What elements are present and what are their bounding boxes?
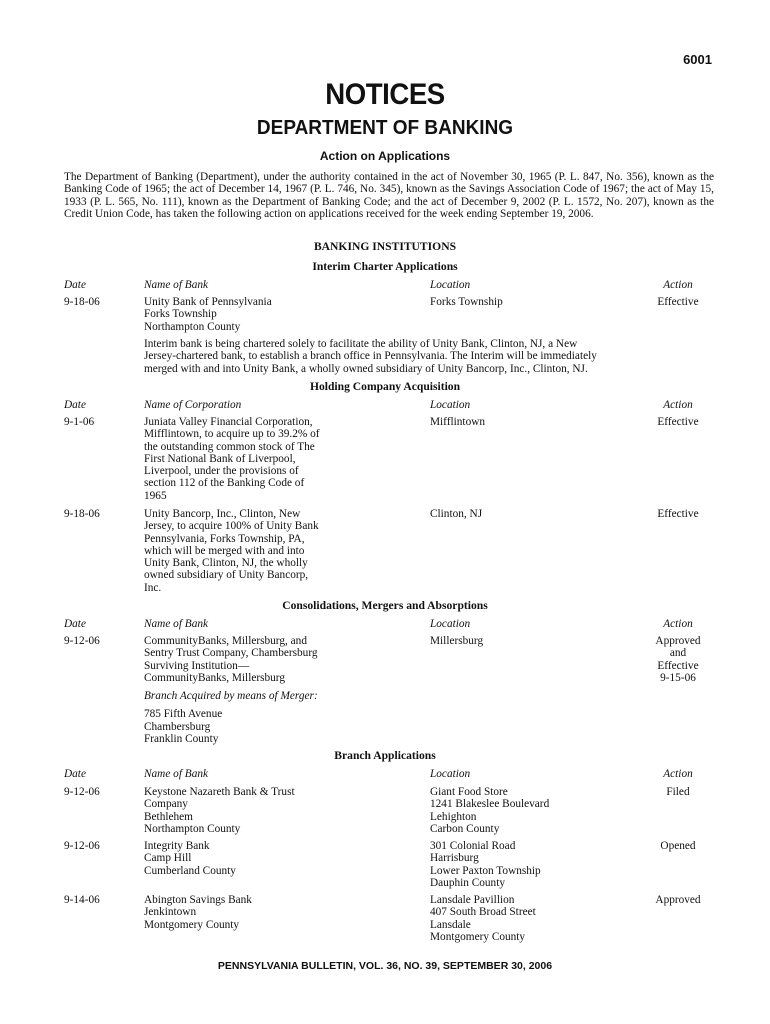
interim-charter-heading: Interim Charter Applications — [312, 260, 458, 273]
row-location: Mifflintown — [430, 416, 486, 428]
row-action: Effective — [657, 296, 699, 308]
row-date: 9-18-06 — [64, 296, 100, 308]
row-name: CommunityBanks, Millersburg, and Sentry Trust Company, Chambersburg Surviving Institution— CommunityBanks, Millersburg Branch Acquired by means of Merger: 785 Fifth Avenue Chambersburg Franklin County — [144, 635, 428, 745]
row-action: Approved — [655, 894, 701, 906]
page-number: 6001 — [683, 52, 712, 67]
row-action: Opened — [660, 840, 696, 852]
banking-institutions-heading: BANKING INSTITUTIONS — [313, 240, 457, 253]
row-date: 9-12-06 — [64, 635, 100, 647]
col-name-header: Name of Bank — [144, 768, 209, 780]
col-date-header: Date — [64, 399, 86, 411]
col-date-header: Date — [64, 618, 86, 630]
row-action: Filed — [666, 786, 690, 798]
col-name-header: Name of Corporation — [144, 399, 242, 411]
row-date: 9-12-06 — [64, 786, 100, 798]
row-name: Unity Bank of Pennsylvania Forks Township Northampton County — [144, 296, 272, 333]
col-action-header: Action — [663, 279, 693, 291]
interim-note: Interim bank is being chartered solely to facilitate the ability of Unity Bank, Clinton, NJ, a New Jersey-chartered bank, to establish a branch office in Pennsylvania. The Interim will be immediately merged with and into Unity Bank, a wholly owned subsidiary of Unity Bancorp, Inc., Clinton, NJ. — [144, 338, 597, 375]
col-location-header: Location — [430, 399, 471, 411]
row-location: Millersburg — [430, 635, 484, 647]
row-date: 9-12-06 — [64, 840, 100, 852]
row-name: Juniata Valley Financial Corporation, Mifflintown, to acquire up to 39.2% of the outstanding common stock of The First National Bank of Liverpool, Liverpool, under the provisions of section 112 of the Banking Code of 1965 — [144, 416, 320, 502]
row-name: Abington Savings Bank Jenkintown Montgomery County — [144, 894, 252, 931]
row-name: Unity Bancorp, Inc., Clinton, New Jersey, to acquire 100% of Unity Bank Pennsylvania, Forks Township, PA, which will be merged with and into Unity Bank, Clinton, NJ, the wholly owned subsidiary of Unity Bancorp, Inc. — [144, 508, 319, 594]
department-title: DEPARTMENT OF BANKING — [256, 117, 514, 139]
row-location: Forks Township — [430, 296, 503, 308]
page-footer: PENNSYLVANIA BULLETIN, VOL. 36, NO. 39, SEPTEMBER 30, 2006 — [217, 960, 553, 972]
branch-acquired-label: Branch Acquired by means of Merger: — [144, 690, 318, 703]
intro-text: The Department of Banking (Department), under the authority contained in the act of November 30, 1965 (P. L. 847, No. 356), known as the Banking Code of 1965; the act of December 14, 1967 (P. L. 746, No. 345), known as the Savings Association Code of 1967; the act of May 15, 1933 (P. L. 565, No. 111), known as the Department of Banking Code; and the act of December 9, 2002 (P. L. 1572, No. 207), known as the Credit Union Code, has taken the following action on applications received for the week ending September 19, 2006. — [64, 171, 714, 220]
row-action: Effective — [657, 508, 699, 520]
col-date-header: Date — [64, 768, 86, 780]
col-location-header: Location — [430, 768, 471, 780]
row-action: Approved and Effective 9-15-06 — [655, 635, 701, 684]
row-action: Effective — [657, 416, 699, 428]
row-date: 9-14-06 — [64, 894, 100, 906]
row-location: 301 Colonial Road Harrisburg Lower Paxton Township Dauphin County — [430, 840, 541, 889]
col-location-header: Location — [430, 618, 471, 630]
col-name-header: Name of Bank — [144, 618, 209, 630]
row-location: Lansdale Pavillion 407 South Broad Street Lansdale Montgomery County — [430, 894, 536, 943]
row-name: Keystone Nazareth Bank & Trust Company Bethlehem Northampton County — [144, 786, 295, 835]
section-subtitle: Action on Applications — [319, 149, 451, 163]
row-location: Giant Food Store 1241 Blakeslee Boulevard Lehighton Carbon County — [430, 786, 550, 835]
mergers-heading: Consolidations, Mergers and Absorptions — [282, 599, 488, 612]
col-action-header: Action — [663, 768, 693, 780]
branch-applications-heading: Branch Applications — [334, 749, 436, 762]
col-date-header: Date — [64, 279, 86, 291]
row-date: 9-1-06 — [64, 416, 95, 428]
row-date: 9-18-06 — [64, 508, 100, 520]
intro-paragraph — [64, 159, 714, 220]
holding-company-heading: Holding Company Acquisition — [309, 380, 461, 393]
col-action-header: Action — [663, 618, 693, 630]
row-name: Integrity Bank Camp Hill Cumberland County — [144, 840, 236, 877]
col-location-header: Location — [430, 279, 471, 291]
col-action-header: Action — [663, 399, 693, 411]
page-title: NOTICES — [325, 78, 445, 111]
col-name-header: Name of Bank — [144, 279, 209, 291]
row-location: Clinton, NJ — [430, 508, 483, 520]
